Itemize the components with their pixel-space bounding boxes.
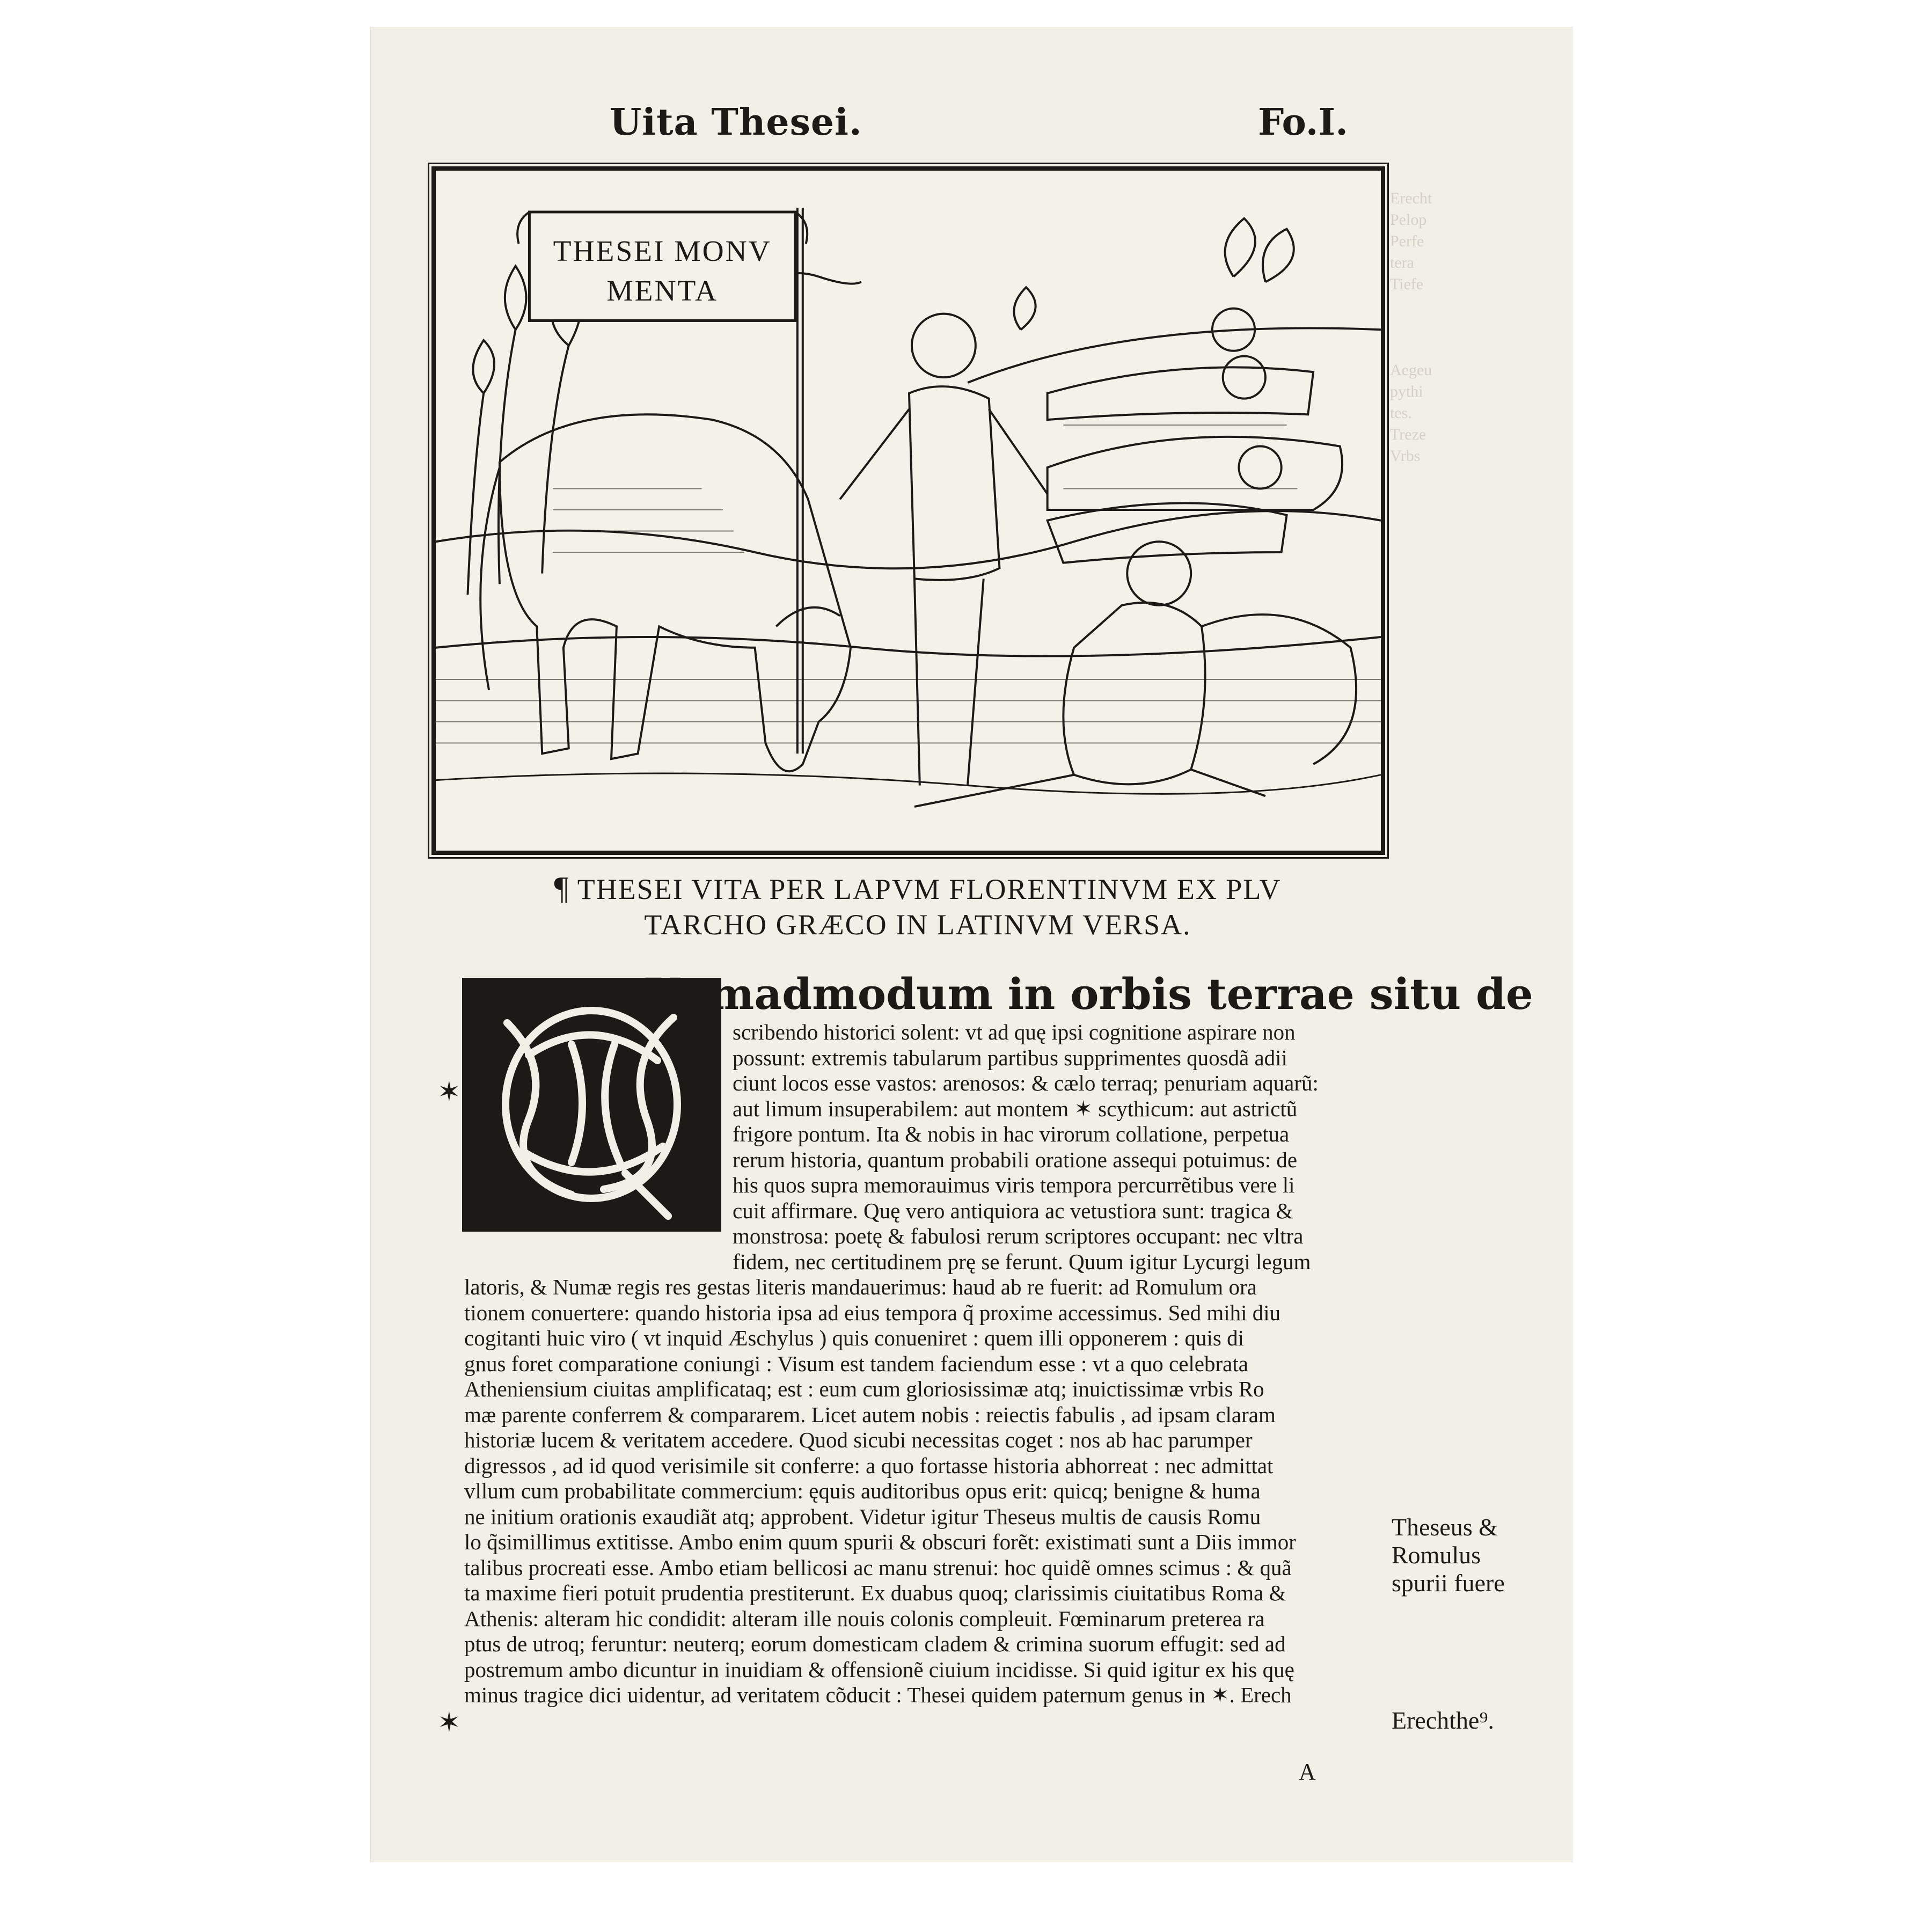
woodcut-illustration [431,166,1385,855]
caption-line1: THESEI VITA PER LAPVM FLORENTINVM EX PLV [577,873,1282,905]
text-line: mæ parente conferrem & compararem. Licet autem nobis : reiectis fabulis , ad ipsam claram [464,1402,1276,1427]
signboard-line1: THESEI MONV [553,234,772,267]
text-line: scribendo historici solent: vt ad quę ipsi cognitione aspirare non [733,1020,1296,1044]
text-line: possunt: extremis tabularum partibus supprimentes quosdã adii [733,1045,1287,1070]
caption-line2: TARCHO GRÆCO IN LATINVM VERSA. [644,909,1191,941]
text-line: lo q̃simillimus extitisse. Ambo enim quum spurii & obscuri forẽt: existimati sunt a Diis immor [464,1529,1296,1554]
pilcrow-mark: ¶ [554,870,570,906]
text-line: monstrosa: poetę & fabulosi rerum scriptores occupant: nec vltra [733,1224,1304,1248]
text-line: frigore pontum. Ita & nobis in hac virorum collatione, perpetua [733,1122,1290,1146]
margin-note-line2: Romulus [1392,1541,1481,1569]
signature-mark: A [1299,1759,1316,1785]
text-line: ne initium orationis exaudiãt atq; approbent. Videtur igitur Theseus multis de causis Romu [464,1504,1261,1529]
text-line: rerum historia, quantum probabili oratione assequi potuimus: de [733,1147,1298,1172]
text-line: ptus de utroq; feruntur: neuterq; eorum domesticam cladem & crimina suorum effugit: sed ad [464,1631,1286,1656]
margin-note [1392,1513,1505,1597]
asterisk-mark-upper: ✶ [437,1077,461,1108]
text-line: minus tragice dici uidentur, ad veritatem cõducit : Thesei quidem paternum genus in ✶. Erech [464,1682,1292,1707]
text-line: aut limum insuperabilem: aut montem ✶ scythicum: aut astrictũ [733,1096,1298,1121]
text-line: cogitanti huic viro ( vt inquid Æschylus ) quis conueniret : quem illi opponerem : quis di [464,1326,1245,1350]
text-line: tionem conuertere: quando historia ipsa ad eius tempora q̃ proxime accessimus. Sed mihi diu [464,1300,1281,1325]
margin-note-line1: Theseus & [1392,1513,1498,1541]
text-line: postremum ambo dicuntur in inuidiam & offensionẽ ciuium incidisse. Si quid igitur ex his quę [464,1657,1294,1682]
incipit-heading: Uemadmodum in orbis terrae situ de [644,969,1533,1019]
folio-number: Fo.I. [1258,101,1348,144]
text-line: Athenis: alteram hic condidit: alteram ille nouis colonis compleuit. Fœminarum preterea ra [464,1606,1265,1631]
running-title: Uita Thesei. [610,101,862,144]
book-page [370,27,1572,1862]
text-line: fidem, nec certitudinem prę se ferunt. Quum igitur Lycurgi legum [733,1249,1311,1274]
signboard-line2: MENTA [606,274,718,307]
text-line: cuit affirmare. Quę vero antiquiora ac vetustiora sunt: tragica & [733,1198,1293,1223]
text-line: Atheniensium ciuitas amplificataq; est : eum cum gloriosissimæ atq; inuictissimæ vrbis Ro [464,1377,1264,1401]
text-line: latoris, & Numæ regis res gestas literis mandauerimus: haud ab re fuerit: ad Romulum ora [464,1275,1257,1299]
asterisk-mark-lower: ✶ [437,1708,461,1738]
text-line: talibus procreati esse. Ambo etiam bellicosi ac manu strenui: hoc quidẽ omnes scimus : & quã [464,1555,1292,1580]
woodcut-caption [445,870,1390,942]
text-line: gnus foret comparatione coniungi : Visum est tandem faciendum esse : vt a quo celebrata [464,1351,1248,1376]
text-line: ciunt locos esse vastos: arenosos: & cælo terraq; penuriam aquarũ: [733,1071,1319,1095]
text-line: digressos , ad id quod verisimile sit conferre: a quo fortasse historia abhorreat : nec admittat [464,1453,1274,1478]
text-line: vllum cum probabilitate commercium: ęquis auditoribus opus erit: quicq; benigne & huma [464,1479,1261,1503]
show-through-text: Erecht Pelop Perfe tera Tiefe Aegeu pythi tes. Treze Vrbs [1390,189,1432,465]
text-line: ta maxime fieri potuit prudentia prestiterunt. Ex duabus quoq; clarissimis ciuitatibus Roma & [464,1580,1286,1605]
catchword: Erechthe⁹. [1392,1707,1494,1734]
margin-note-line3: spurii fuere [1392,1569,1505,1597]
main-text-block [464,1020,1446,1708]
text-line: his quos supra memorauimus viris tempora percurrẽtibus vere li [733,1173,1295,1197]
text-line: historiæ lucem & veritatem accedere. Quod sicubi necessitas coget : nos ab hac parumper [464,1428,1253,1452]
